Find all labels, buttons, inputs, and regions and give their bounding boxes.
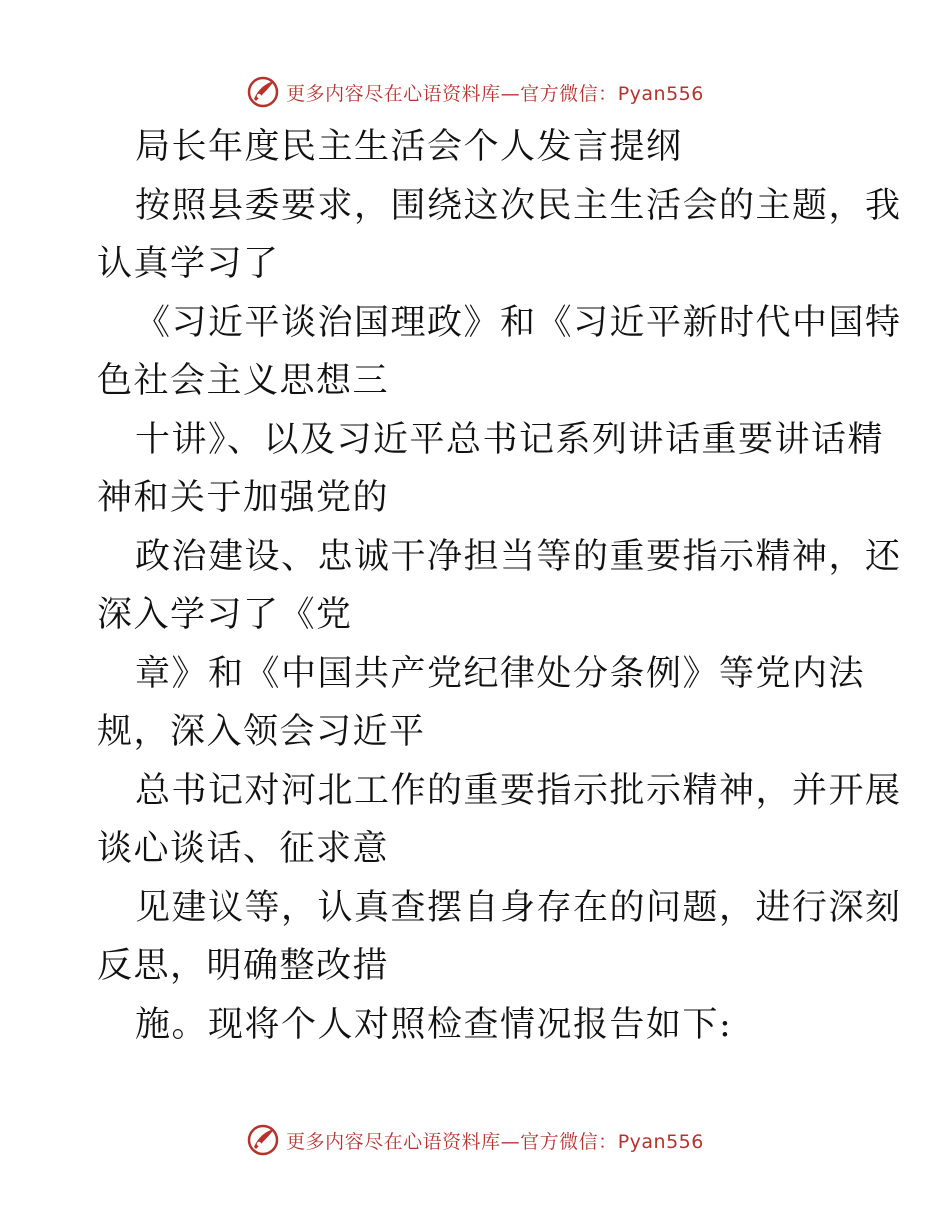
- watermark-separator: —: [500, 82, 521, 105]
- document-body: [97, 118, 902, 1054]
- watermark-wechat-id: Pyan556: [617, 1130, 704, 1153]
- document-title: 局长年度民主生活会个人发言提纲: [135, 127, 683, 167]
- watermark-site: 更多内容尽在心语资料库: [286, 1130, 501, 1153]
- paragraph-line: 谈心谈话、征求意: [97, 829, 390, 869]
- paragraph-line: 总书记对河北工作的重要指示批示精神，并开展: [135, 770, 902, 811]
- paragraph-line: 规，深入领会习近平: [97, 712, 426, 752]
- watermark-site: 更多内容尽在心语资料库: [286, 82, 501, 105]
- watermark-wechat-id: Pyan556: [617, 82, 704, 105]
- watermark-wechat-label: 官方微信：: [520, 82, 618, 105]
- watermark-text: [286, 79, 704, 106]
- paragraph-line: 施。现将个人对照检查情况报告如下:: [135, 1004, 733, 1045]
- paragraph-line: 深入学习了《党: [97, 595, 353, 635]
- ink-pen-logo-icon: [246, 75, 280, 109]
- paragraph-line: 章》和《中国共产党纪律处分条例》等党内法: [135, 653, 866, 694]
- watermark-wechat-label: 官方微信：: [520, 1130, 618, 1153]
- paragraph-line: 《习近平谈治国理政》和《习近平新时代中国特: [135, 302, 902, 343]
- paragraph-line: 见建议等，认真查摆自身存在的问题，进行深刻: [135, 887, 902, 928]
- paragraph-line: 色社会主义思想三: [97, 361, 390, 401]
- paragraph-line: 政治建设、忠诚干净担当等的重要指示精神，还: [135, 536, 902, 577]
- footer-watermark: [0, 1118, 950, 1162]
- paragraph-line: 神和关于加强党的: [97, 478, 390, 518]
- ink-pen-logo-icon: [246, 1123, 280, 1157]
- paragraph-line: 认真学习了: [97, 244, 280, 284]
- watermark-text: [286, 1127, 704, 1154]
- paragraph-line: 反思，明确整改措: [97, 946, 390, 986]
- paragraph-line: 按照县委要求，围绕这次民主生活会的主题，我: [135, 185, 902, 226]
- paragraph-line: 十讲》、以及习近平总书记系列讲话重要讲话精: [135, 419, 885, 460]
- watermark-separator: —: [500, 1130, 521, 1153]
- header-watermark: [0, 70, 950, 114]
